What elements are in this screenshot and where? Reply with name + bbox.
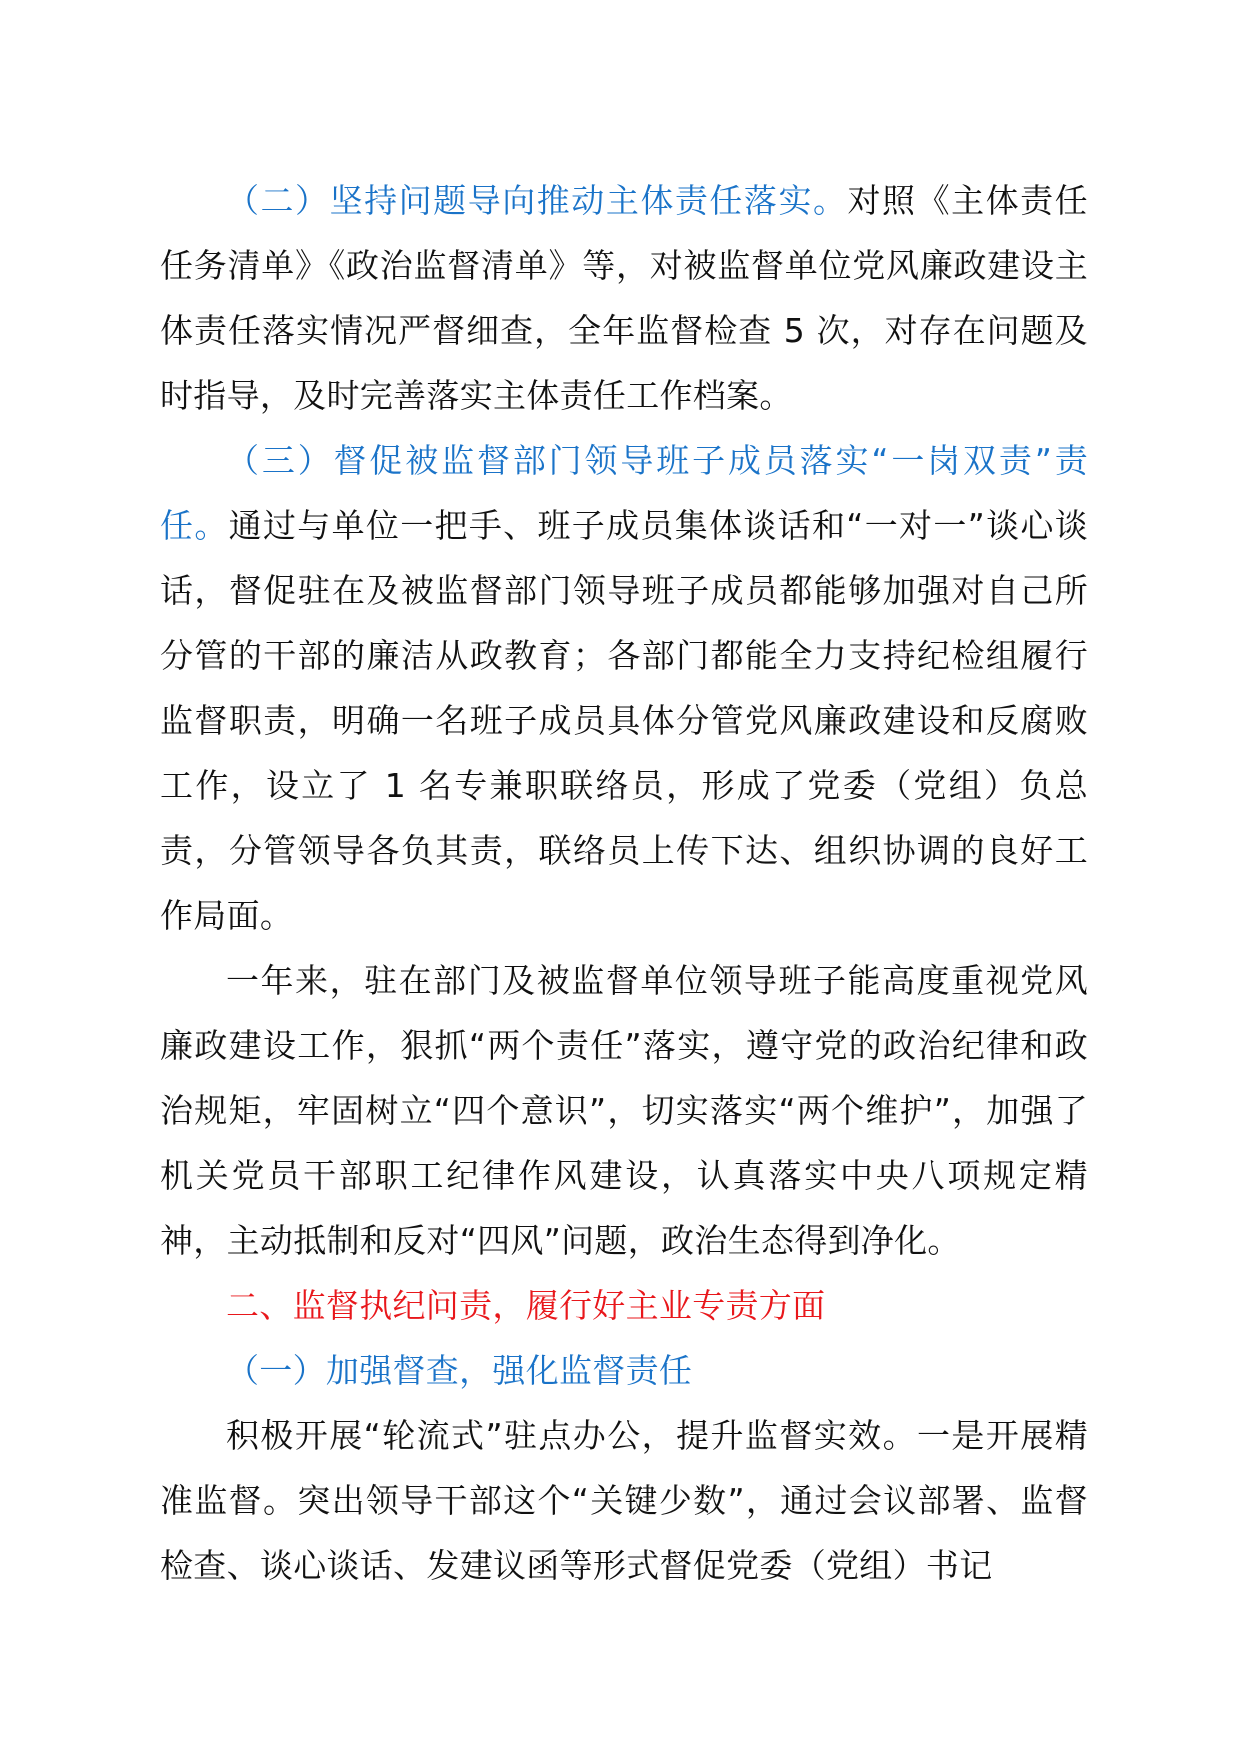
paragraph-year-summary — [160, 948, 1088, 1273]
subsection-heading-inspection: （一）加强督查，强化监督责任 — [226, 1351, 693, 1390]
paragraph-body: 积极开展“轮流式”驻点办公，提升监督实效。一是开展精准监督。突出领导干部这个“关键少数”，通过会议部署、监督检查、谈心谈话、发建议函等形式督促党委（党组）书记 — [160, 1416, 1088, 1585]
paragraph-body: 通过与单位一把手、班子成员集体谈话和“一对一”谈心谈话，督促驻在及被监督部门领导班子成员都能够加强对自己所分管的干部的廉洁从政教育；各部门都能全力支持纪检组履行监督职责，明确一名班子成员具体分管党风廉政建设和反腐败工作，设立了 1 名专兼职联络员，形成了党委（党组）负总责，分管领导各负其责，联络员上传下达、组织协调的良好工作局面。 — [160, 506, 1088, 935]
paragraph-dual-responsibility — [160, 428, 1088, 948]
paragraph-body: 一年来，驻在部门及被监督单位领导班子能高度重视党风廉政建设工作，狠抓“两个责任”落实，遵守党的政治纪律和政治规矩，牢固树立“四个意识”，切实落实“两个维护”，加强了机关党员干部职工纪律作风建设，认真落实中央八项规定精神，主动抵制和反对“四风”问题，政治生态得到净化。 — [160, 961, 1088, 1260]
paragraph-rotation-office — [160, 1403, 1088, 1598]
paragraph-body: 对照《主体责任任务清单》《政治监督清单》等，对被监督单位党风廉政建设主体责任落实情况严督细查，全年监督检查 5 次，对存在问题及时指导，及时完善落实主体责任工作档案。 — [160, 181, 1088, 415]
paragraph-subject-responsibility — [160, 168, 1088, 428]
section-heading-supervision: 二、监督执纪问责，履行好主业专责方面 — [226, 1286, 826, 1325]
document-page — [160, 168, 1088, 1598]
paragraph-heading: （二）坚持问题导向推动主体责任落实。 — [226, 181, 848, 220]
paragraph-heading: （三）督促被监督部门领导班子成员落实“一岗双责”责任。 — [160, 441, 1088, 545]
